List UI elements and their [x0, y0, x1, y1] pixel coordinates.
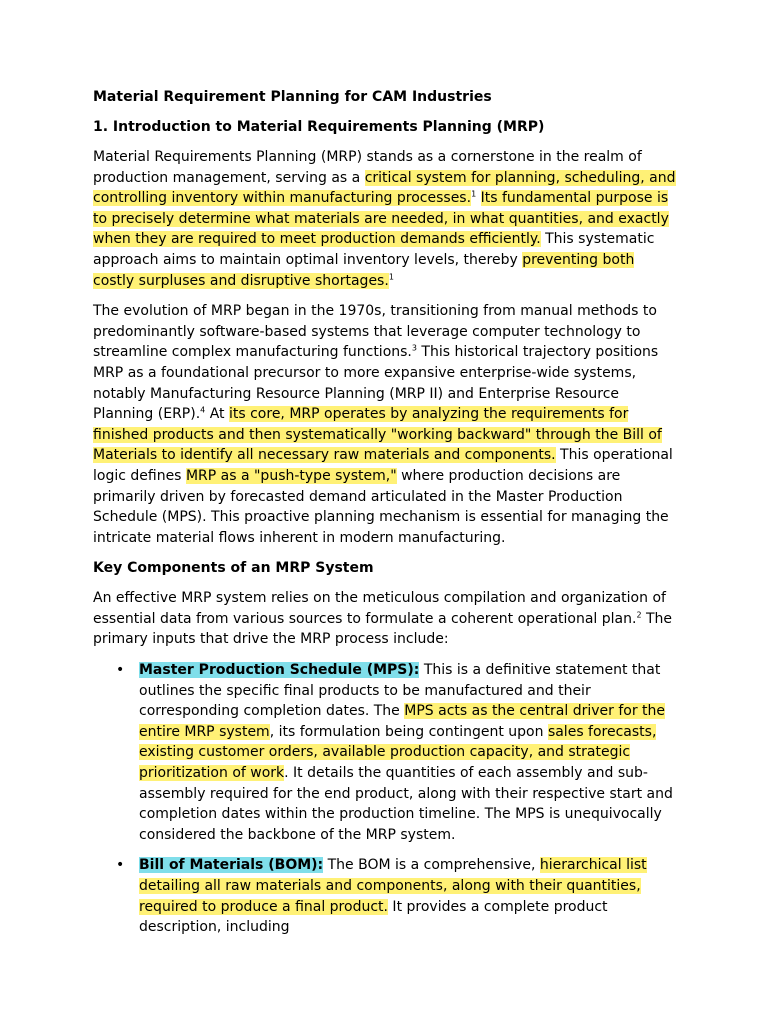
text-run: An effective MRP system relies on the meticulous compilation and organization of essential data from various sources to formulate a coherent operational plan.: [93, 590, 666, 627]
text-run: At: [205, 406, 229, 423]
highlighted-text: MRP as a "push-type system,": [185, 467, 397, 484]
text-run: . It details the quantities of each assembly and sub-assembly required for the end product, along with their respective start and completion dates within the production timeline. The MPS is unequivocally considered the backbone of the MRP system.: [139, 765, 673, 843]
text-run: This historical trajectory positions MRP as a foundational precursor to more expansive enterprise-wide systems, notably Manufacturing Resource Planning (MRP II) and Enterprise Resource Planning (ERP).: [93, 344, 659, 423]
text-run: This operational logic defines: [93, 447, 673, 484]
footnote-ref[interactable]: 1: [471, 189, 477, 199]
footnote-ref[interactable]: 4: [200, 405, 206, 415]
highlighted-text: Its fundamental purpose is to precisely determine what materials are needed, in what quantities, and exactly when they are required to meet production demands efficiently.: [93, 190, 669, 248]
bullet-icon: •: [116, 662, 125, 679]
text-run: [476, 190, 480, 206]
highlighted-text: critical system for planning, scheduling, and controlling inventory within manufacturing processes.: [93, 169, 676, 207]
highlighted-text: preventing both costly surpluses and disruptive shortages.: [93, 251, 635, 289]
section-heading-introduction: 1. Introduction to Material Requirements Planning (MRP): [93, 119, 545, 135]
text-run: The BOM is a comprehensive,: [323, 857, 540, 874]
section-heading-key-components: Key Components of an MRP System: [93, 560, 374, 577]
text-run: This systematic approach aims to maintain optimal inventory levels, thereby: [93, 231, 655, 268]
footnote-ref[interactable]: 2: [636, 610, 642, 620]
paragraph-mrp-definition: [93, 147, 678, 291]
highlighted-text: sales forecasts, existing customer orders, available production capacity, and strategic prioritization of work: [139, 723, 657, 782]
text-run: where production decisions are primarily driven by forecasted demand articulated in the Master Production Schedule (MPS). This proactive planning mechanism is essential for managing the intricate material flows inherent in modern manufacturing.: [93, 467, 669, 546]
footnote-ref[interactable]: 3: [411, 343, 417, 353]
paragraph-mrp-evolution: [93, 301, 678, 548]
text-run: , its formulation being contingent upon: [269, 723, 548, 740]
highlighted-text: MPS acts as the central driver for the entire MRP system: [139, 703, 666, 740]
text-run: This is a definitive statement that outlines the specific final products to be manufactured and their corresponding completion dates. The: [139, 662, 661, 720]
footnote-ref[interactable]: 1: [388, 271, 394, 281]
highlighted-text: its core, MRP operates by analyzing the requirements for finished products and then systematically "working backward" through the Bill of Materials to identify all necessary raw materials and components.: [93, 406, 662, 464]
highlighted-term: Master Production Schedule (MPS):: [139, 662, 420, 679]
components-list: [93, 660, 678, 938]
text-run: The evolution of MRP began in the 1970s, transitioning from manual methods to predominantly software-based systems that leverage computer technology to streamline complex manufacturing functions.: [93, 303, 657, 361]
highlighted-text: hierarchical list detailing all raw materials and components, along with their quantities, required to produce a final product.: [139, 857, 647, 915]
document-body: [93, 87, 678, 948]
text-run: It provides a complete product description, including: [139, 898, 608, 936]
text-run: The primary inputs that drive the MRP process include:: [93, 610, 673, 648]
paragraph-mrp-inputs: [93, 588, 678, 650]
list-item-bom: [93, 855, 678, 937]
list-item-mps: [93, 660, 678, 845]
text-run: Material Requirements Planning (MRP) stands as a cornerstone in the realm of production management, serving as a: [93, 149, 642, 186]
highlighted-term: Bill of Materials (BOM):: [139, 857, 324, 874]
bullet-icon: •: [116, 857, 125, 874]
document-title: Material Requirement Planning for CAM Industries: [93, 89, 492, 105]
